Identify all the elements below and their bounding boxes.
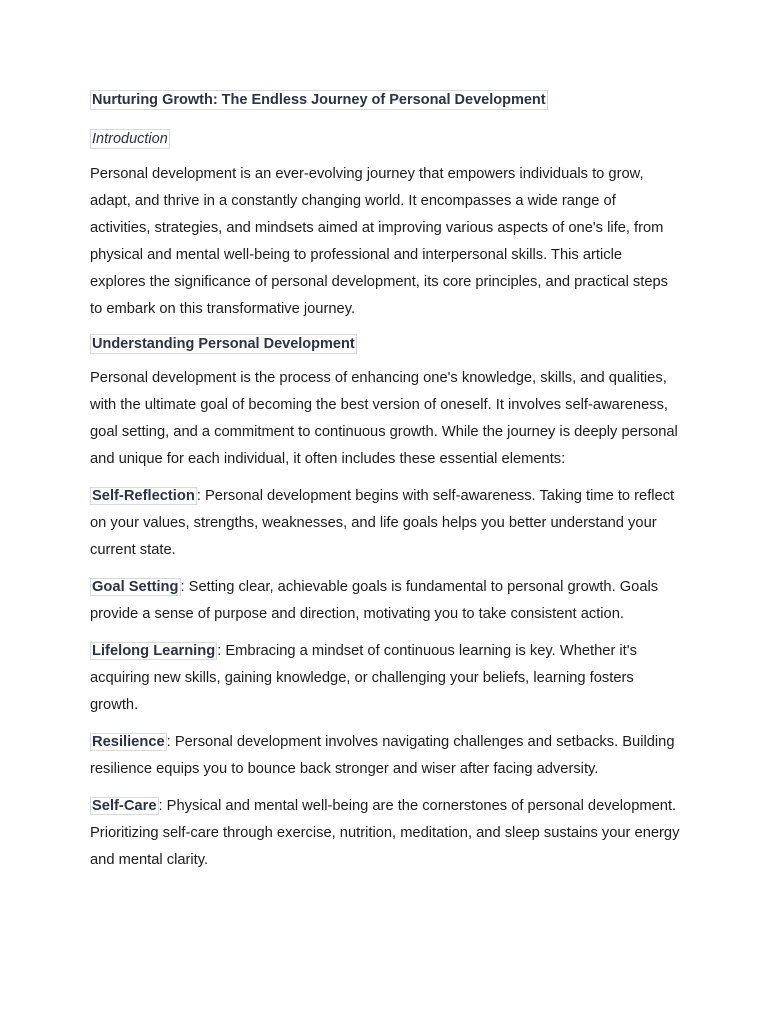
intro-heading: Introduction: [92, 131, 168, 147]
element-paragraph-self-care: [90, 793, 680, 874]
intro-paragraph: Personal development is an ever-evolving journey that empowers individuals to grow, adapt, and thrive in a constantly changing world. It encompasses a wide range of activities, strategies, and mindsets aimed at improving various aspects of one's life, from physical and mental well-being to professional and interpersonal skills. This article explores the significance of personal development, its core principles, and practical steps to embark on this transformative journey.: [90, 166, 669, 317]
section-paragraph: Personal development is the process of enhancing one's knowledge, skills, and qualities, with the ultimate goal of becoming the best version of oneself. It involves self-awareness, goal setting, and a commitment to continuous growth. While the journey is deeply personal and unique for each individual, it often includes these essential elements:: [90, 370, 678, 467]
element-text: : Setting clear, achievable goals is fundamental to personal growth. Goals provide a sense of purpose and direction, motivating you to take consistent action.: [90, 579, 659, 622]
element-term: Self-Reflection: [92, 488, 195, 504]
element-term: Self-Care: [92, 798, 157, 814]
element-text: : Personal development involves navigating challenges and setbacks. Building resilience equips you to bounce back stronger and wiser after facing adversity.: [90, 734, 675, 777]
element-text: : Physical and mental well-being are the cornerstones of personal development. Prioritizing self-care through exercise, nutrition, meditation, and sleep sustains your energy and mental clarity.: [90, 798, 680, 868]
section-heading-block: [90, 334, 680, 354]
document-title: Nurturing Growth: The Endless Journey of Personal Development: [92, 92, 546, 108]
title-block: [90, 90, 680, 110]
section-heading: Understanding Personal Development: [92, 336, 355, 352]
element-term: Lifelong Learning: [92, 643, 216, 659]
element-paragraph-goal-setting: [90, 574, 680, 628]
element-text: : Personal development begins with self-awareness. Taking time to reflect on your values, strengths, weaknesses, and life goals helps you better understand your current state.: [90, 488, 675, 558]
intro-heading-block: [90, 129, 680, 149]
element-term: Goal Setting: [92, 579, 179, 595]
element-term: Resilience: [92, 734, 165, 750]
element-paragraph-self-reflection: [90, 483, 680, 564]
element-paragraph-resilience: [90, 729, 680, 783]
element-text: : Embracing a mindset of continuous learning is key. Whether it's acquiring new skills, gaining knowledge, or challenging your beliefs, learning fosters growth.: [90, 643, 637, 713]
element-paragraph-lifelong-learning: [90, 638, 680, 719]
document-page: [90, 90, 680, 874]
